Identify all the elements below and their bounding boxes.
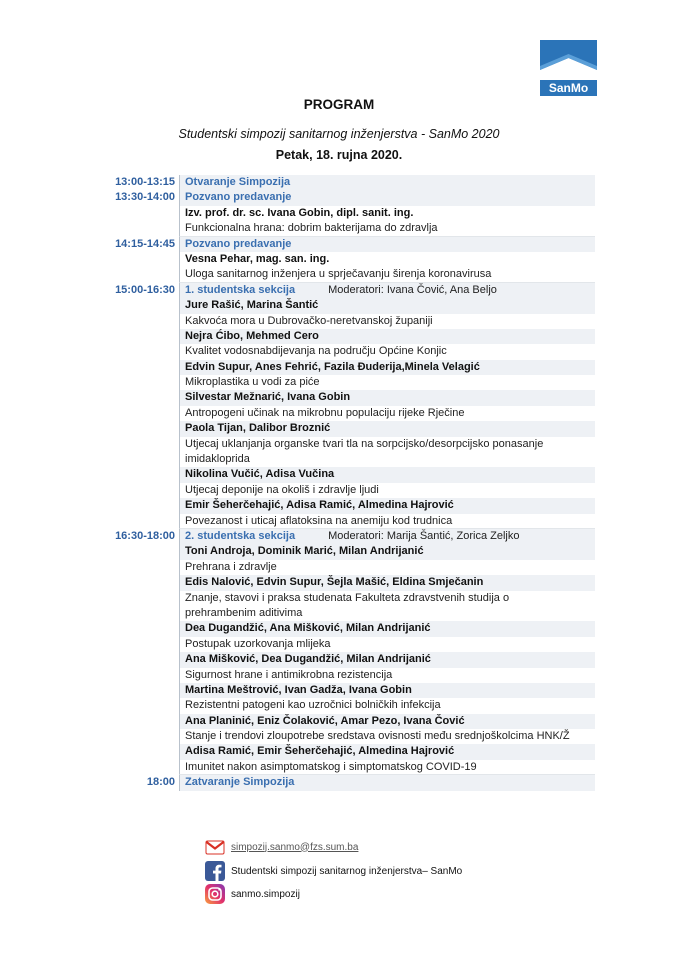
session-title: 1. studentska sekcija: [185, 283, 296, 296]
entry-title: Imunitet nakon asimptomatskog i simptomatskog COVID-19: [185, 760, 477, 773]
time-slot: 16:30-18:00: [115, 529, 175, 542]
entry-title: Prehrana i zdravlje: [185, 560, 277, 573]
entry-authors: Toni Androja, Dominik Marić, Milan Andrijanić: [185, 545, 424, 558]
talk-title: Uloga sanitarnog inženjera u sprječavanju širenja koronavirusa: [185, 268, 492, 281]
time-slot: 14:15-14:45: [115, 237, 175, 250]
speaker: Vesna Pehar, mag. san. ing.: [185, 252, 330, 265]
sanmo-logo: [540, 40, 597, 96]
time-slot: 13:00-13:15: [115, 176, 175, 188]
entry-authors: Ana Mišković, Dea Dugandžić, Milan Andrijanić: [185, 653, 431, 666]
session-title: Zatvaranje Simpozija: [185, 776, 295, 789]
entry-title: prehrambenim aditivima: [185, 606, 303, 619]
time-slot: 18:00: [146, 776, 175, 789]
entry-authors: Martina Meštrović, Ivan Gadža, Ivana Gobin: [185, 683, 412, 696]
page-title: PROGRAM: [303, 97, 375, 112]
speaker: Izv. prof. dr. sc. Ivana Gobin, dipl. sanit. ing.: [185, 206, 414, 219]
entry-title: Kakvoća mora u Dubrovačko-neretvanskoj županiji: [185, 314, 433, 327]
entry-title: Postupak uzorkovanja mlijeka: [185, 637, 331, 650]
entry-authors: Emir Šeherčehajić, Adisa Ramić, Almedina Hajrović: [185, 499, 454, 512]
instagram-handle[interactable]: sanmo.simpozij: [231, 888, 300, 900]
event-subtitle: Studentski simpozij sanitarnog inženjerstva - SanMo 2020: [178, 127, 500, 141]
entry-authors: Edvin Supur, Anes Fehrić, Fazila Đuderija,Minela Velagić: [185, 360, 480, 373]
moderators: Moderatori: Ivana Čović, Ana Beljo: [328, 283, 497, 296]
talk-title: Funkcionalna hrana: dobrim bakterijama do zdravlja: [185, 222, 438, 235]
entry-authors: Adisa Ramić, Emir Šeherčehajić, Almedina Hajrović: [185, 745, 455, 758]
contact-email: [205, 837, 358, 857]
schedule-row-section-1: [100, 283, 595, 298]
schedule-row-invited-1: [100, 190, 595, 205]
entry-title: Sigurnost hrane i antimikrobna rezistencija: [185, 668, 393, 681]
gmail-icon: [205, 837, 225, 857]
entry-authors: Dea Dugandžić, Ana Mišković, Milan Andrijanić: [185, 622, 431, 635]
email-link[interactable]: simpozij.sanmo@fzs.sum.ba: [231, 841, 359, 853]
instagram-icon: [205, 884, 225, 904]
schedule-row-closing: [100, 775, 595, 790]
facebook-page[interactable]: Studentski simpozij sanitarnog inženjerstva– SanMo: [231, 865, 463, 877]
entry-authors: Nikolina Vučić, Adisa Vučina: [185, 468, 335, 481]
entry-title: Kvalitet vodosnabdijevanja na području Općine Konjic: [185, 345, 447, 358]
schedule-row-opening: [100, 175, 595, 190]
schedule-row-section-2: [100, 529, 595, 544]
contact-facebook: [205, 861, 462, 881]
entry-title: Stanje i trendovi zloupotrebe sredstava ovisnosti među srednjoškolcima HNK/Ž: [185, 730, 570, 743]
entry-authors: Ana Planinić, Eniz Čolaković, Amar Pezo, Ivana Čović: [185, 714, 465, 727]
entry-authors: Paola Tijan, Dalibor Broznić: [185, 422, 331, 435]
facebook-icon: [205, 861, 225, 881]
entry-title: Utjecaj deponije na okoliš i zdravlje ljudi: [185, 483, 379, 496]
logo-text: SanMo: [548, 81, 589, 95]
program-schedule: [100, 175, 595, 791]
moderators: Moderatori: Marija Šantić, Zorica Zeljko: [328, 529, 520, 542]
session-title: 2. studentska sekcija: [185, 529, 296, 542]
entry-authors: Silvestar Mežnarić, Ivana Gobin: [185, 391, 351, 404]
entry-title: Rezistentni patogeni kao uzročnici bolničkih infekcija: [185, 699, 441, 712]
contact-instagram: [205, 884, 300, 904]
schedule-row-invited-2: [100, 237, 595, 252]
time-slot: 15:00-16:30: [115, 283, 175, 296]
entry-title: Povezanost i uticaj aflatoksina na anemiju kod trudnica: [185, 514, 453, 527]
session-title: Otvaranje Simpozija: [185, 176, 291, 188]
entry-authors: Jure Rašić, Marina Šantić: [185, 299, 319, 312]
session-title: Pozvano predavanje: [185, 237, 292, 250]
entry-authors: Nejra Ćibo, Mehmed Cero: [185, 329, 319, 342]
entry-authors: Edis Nalović, Edvin Supur, Šejla Mašić, Eldina Smječanin: [185, 576, 484, 589]
entry-title: Utjecaj uklanjanja organske tvari tla na sorpcijsko/desorpcijsko ponasanje: [185, 437, 544, 450]
entry-title: Mikroplastika u vodi za piće: [185, 376, 320, 389]
time-slot: 13:30-14:00: [115, 191, 175, 204]
entry-title: Antropogeni učinak na mikrobnu populaciju rijeke Rječine: [185, 406, 465, 419]
event-date: Petak, 18. rujna 2020.: [275, 148, 403, 162]
entry-title: Znanje, stavovi i praksa studenata Fakulteta zdravstvenih studija o: [185, 591, 510, 604]
entry-title: imidakloprida: [185, 453, 250, 466]
session-title: Pozvano predavanje: [185, 191, 292, 204]
